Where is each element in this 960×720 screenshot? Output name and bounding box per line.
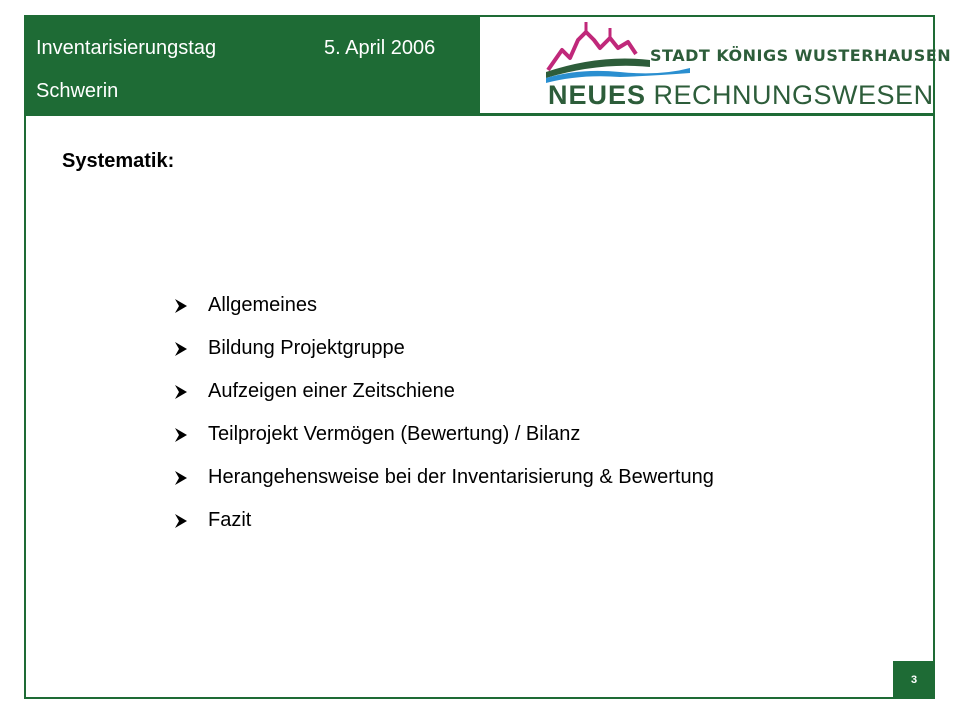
list-item <box>172 284 714 327</box>
event-title: Inventarisierungstag <box>36 37 217 59</box>
list-item-text: Teilprojekt Vermögen (Bewertung) / Bilanz <box>208 423 581 445</box>
arrow-bullet-icon <box>172 383 190 401</box>
logo-city-name: STADT KÖNIGS WUSTERHAUSEN <box>650 46 952 65</box>
list-item <box>172 327 714 370</box>
header-banner <box>24 15 480 115</box>
list-item-text: Allgemeines <box>208 294 317 316</box>
list-item <box>172 413 714 456</box>
arrow-bullet-icon <box>172 297 190 315</box>
list-item-text: Herangehensweise bei der Inventarisierung & Bewertung <box>208 466 714 488</box>
logo-word-rechnungswesen: RECHNUNGSWESEN <box>653 80 934 110</box>
list-item <box>172 499 714 542</box>
list-item-text: Fazit <box>208 509 252 531</box>
page-number: 3 <box>893 661 935 699</box>
event-date: 5. April 2006 <box>324 37 436 59</box>
list-item <box>172 370 714 413</box>
arrow-bullet-icon <box>172 426 190 444</box>
section-title: Systematik: <box>62 150 175 172</box>
list-item-text: Aufzeigen einer Zeitschiene <box>208 380 455 402</box>
logo-word-neues: NEUES <box>548 80 647 110</box>
list-item <box>172 456 714 499</box>
event-place: Schwerin <box>36 80 119 102</box>
logo-wordmark <box>548 80 934 111</box>
list-item-text: Bildung Projektgruppe <box>208 337 405 359</box>
bullet-list <box>172 284 714 542</box>
arrow-bullet-icon <box>172 469 190 487</box>
arrow-bullet-icon <box>172 512 190 530</box>
header-divider <box>24 113 935 116</box>
arrow-bullet-icon <box>172 340 190 358</box>
